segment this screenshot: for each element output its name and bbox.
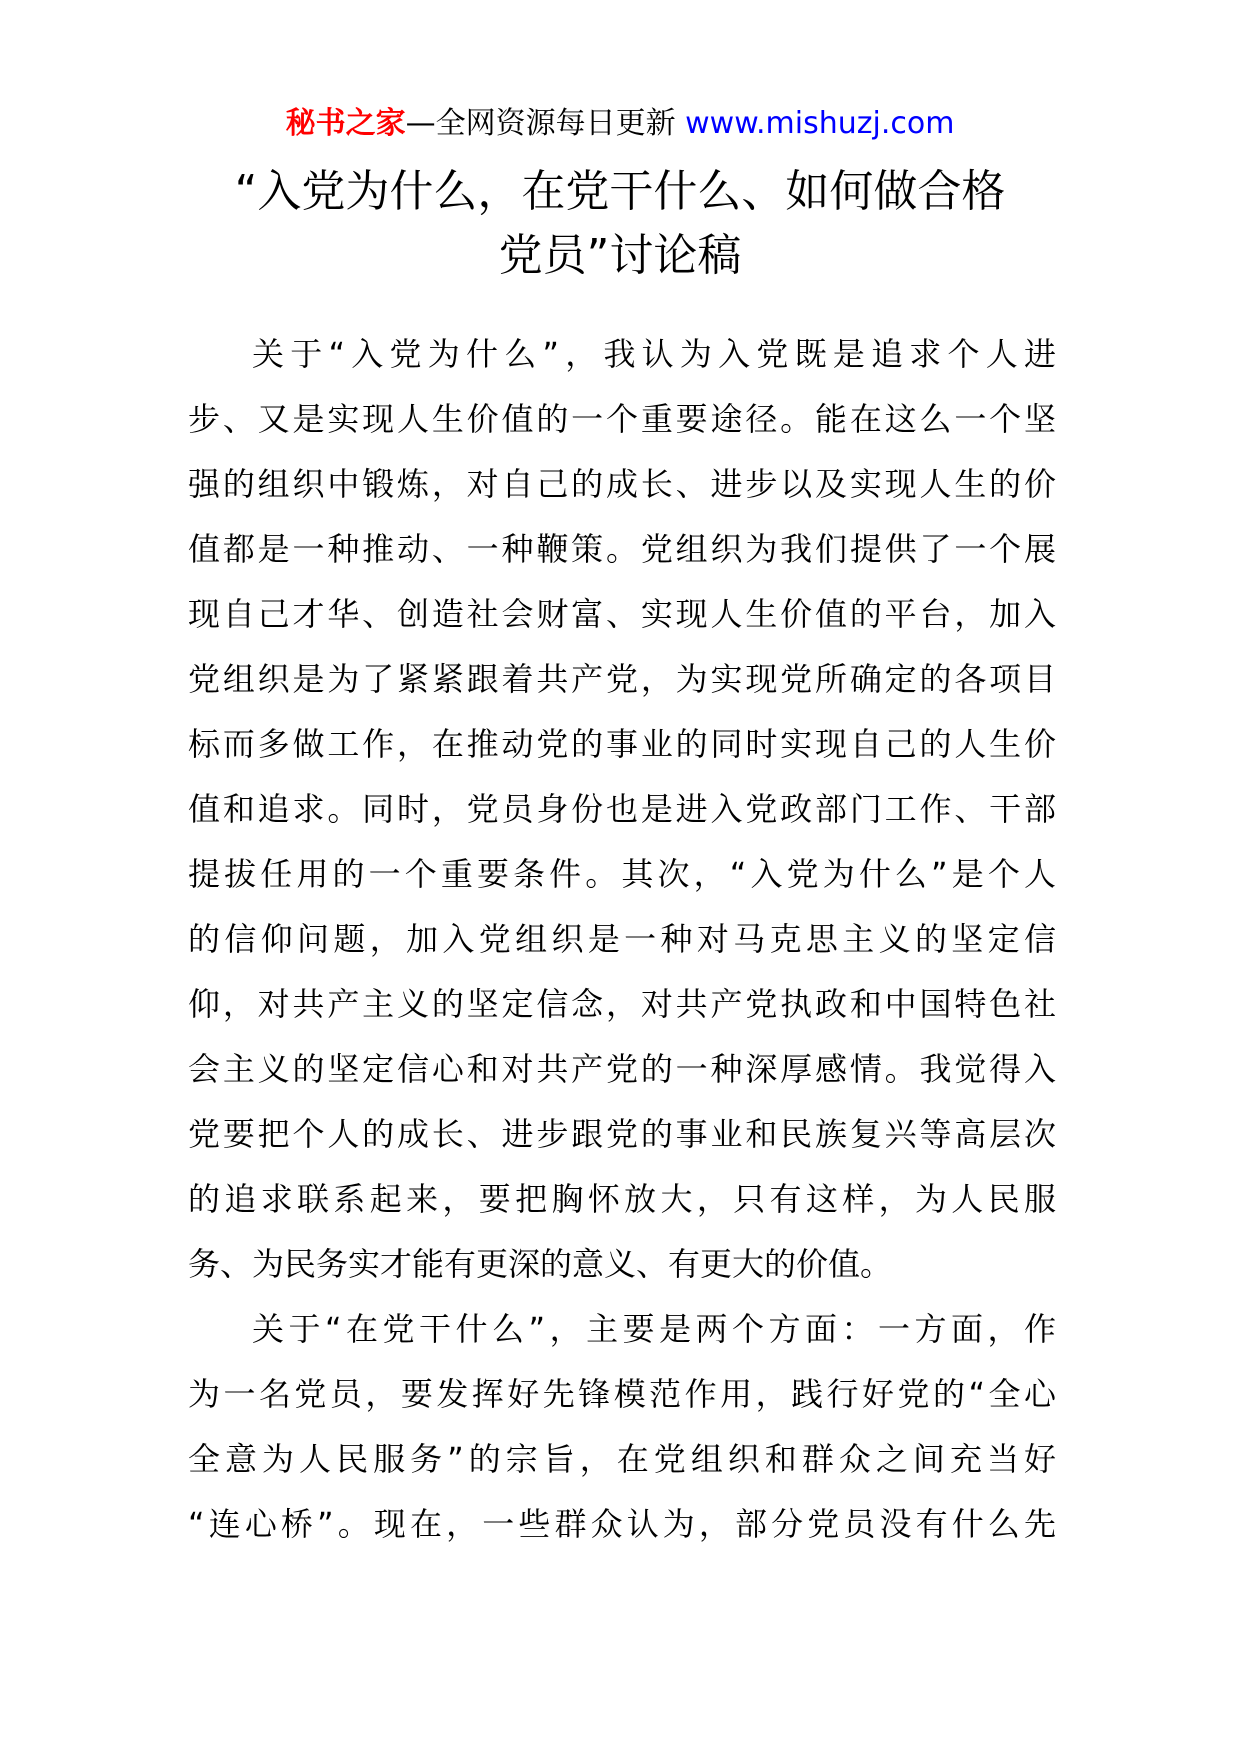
body-line: 党要把个人的成长、进步跟党的事业和民族复兴等高层次: [188, 1115, 1056, 1153]
body-line: 值都是一种推动、一种鞭策。党组织为我们提供了一个展: [188, 530, 1056, 568]
body-line: 为一名党员，要发挥好先锋模范作用，践行好党的“全心: [188, 1375, 1056, 1413]
document-body: [188, 322, 1056, 1557]
body-line: 强的组织中锻炼，对自己的成长、进步以及实现人生的价: [188, 465, 1056, 503]
body-line: 仰，对共产主义的坚定信念，对共产党执政和中国特色社: [188, 985, 1056, 1023]
site-header: [0, 104, 1240, 144]
site-url-link[interactable]: www.mishuzj.com: [685, 106, 955, 141]
body-line: 关于“在党干什么”，主要是两个方面：一方面，作: [252, 1310, 1056, 1348]
body-line: 关于“入党为什么”，我认为入党既是追求个人进: [252, 335, 1056, 373]
body-line: 全意为人民服务”的宗旨，在党组织和群众之间充当好: [188, 1440, 1056, 1478]
body-line: 值和追求。同时，党员身份也是进入党政部门工作、干部: [188, 790, 1056, 828]
body-line: 会主义的坚定信心和对共产党的一种深厚感情。我觉得入: [188, 1050, 1056, 1088]
body-line: 务、为民务实才能有更深的意义、有更大的价值。: [188, 1245, 893, 1283]
body-line: 现自己才华、创造社会财富、实现人生价值的平台，加入: [188, 595, 1056, 633]
brand-name: 秘书之家: [285, 106, 406, 141]
body-line: 的信仰问题，加入党组织是一种对马克思主义的坚定信: [188, 920, 1056, 958]
header-tagline: —全网资源每日更新: [405, 106, 686, 141]
title-line-2: 党员”讨论稿: [498, 230, 742, 281]
document-title: [160, 160, 1080, 288]
body-line: 标而多做工作，在推动党的事业的同时实现自己的人生价: [188, 725, 1056, 763]
body-line: “连心桥”。现在，一些群众认为，部分党员没有什么先: [188, 1505, 1056, 1543]
body-line: 的追求联系起来，要把胸怀放大，只有这样，为人民服: [188, 1180, 1056, 1218]
body-line: 党组织是为了紧紧跟着共产党，为实现党所确定的各项目: [188, 660, 1056, 698]
title-line-1: “入党为什么，在党干什么、如何做合格: [234, 166, 1006, 217]
body-line: 提拔任用的一个重要条件。其次，“入党为什么”是个人: [188, 855, 1056, 893]
body-line: 步、又是实现人生价值的一个重要途径。能在这么一个坚: [188, 400, 1056, 438]
